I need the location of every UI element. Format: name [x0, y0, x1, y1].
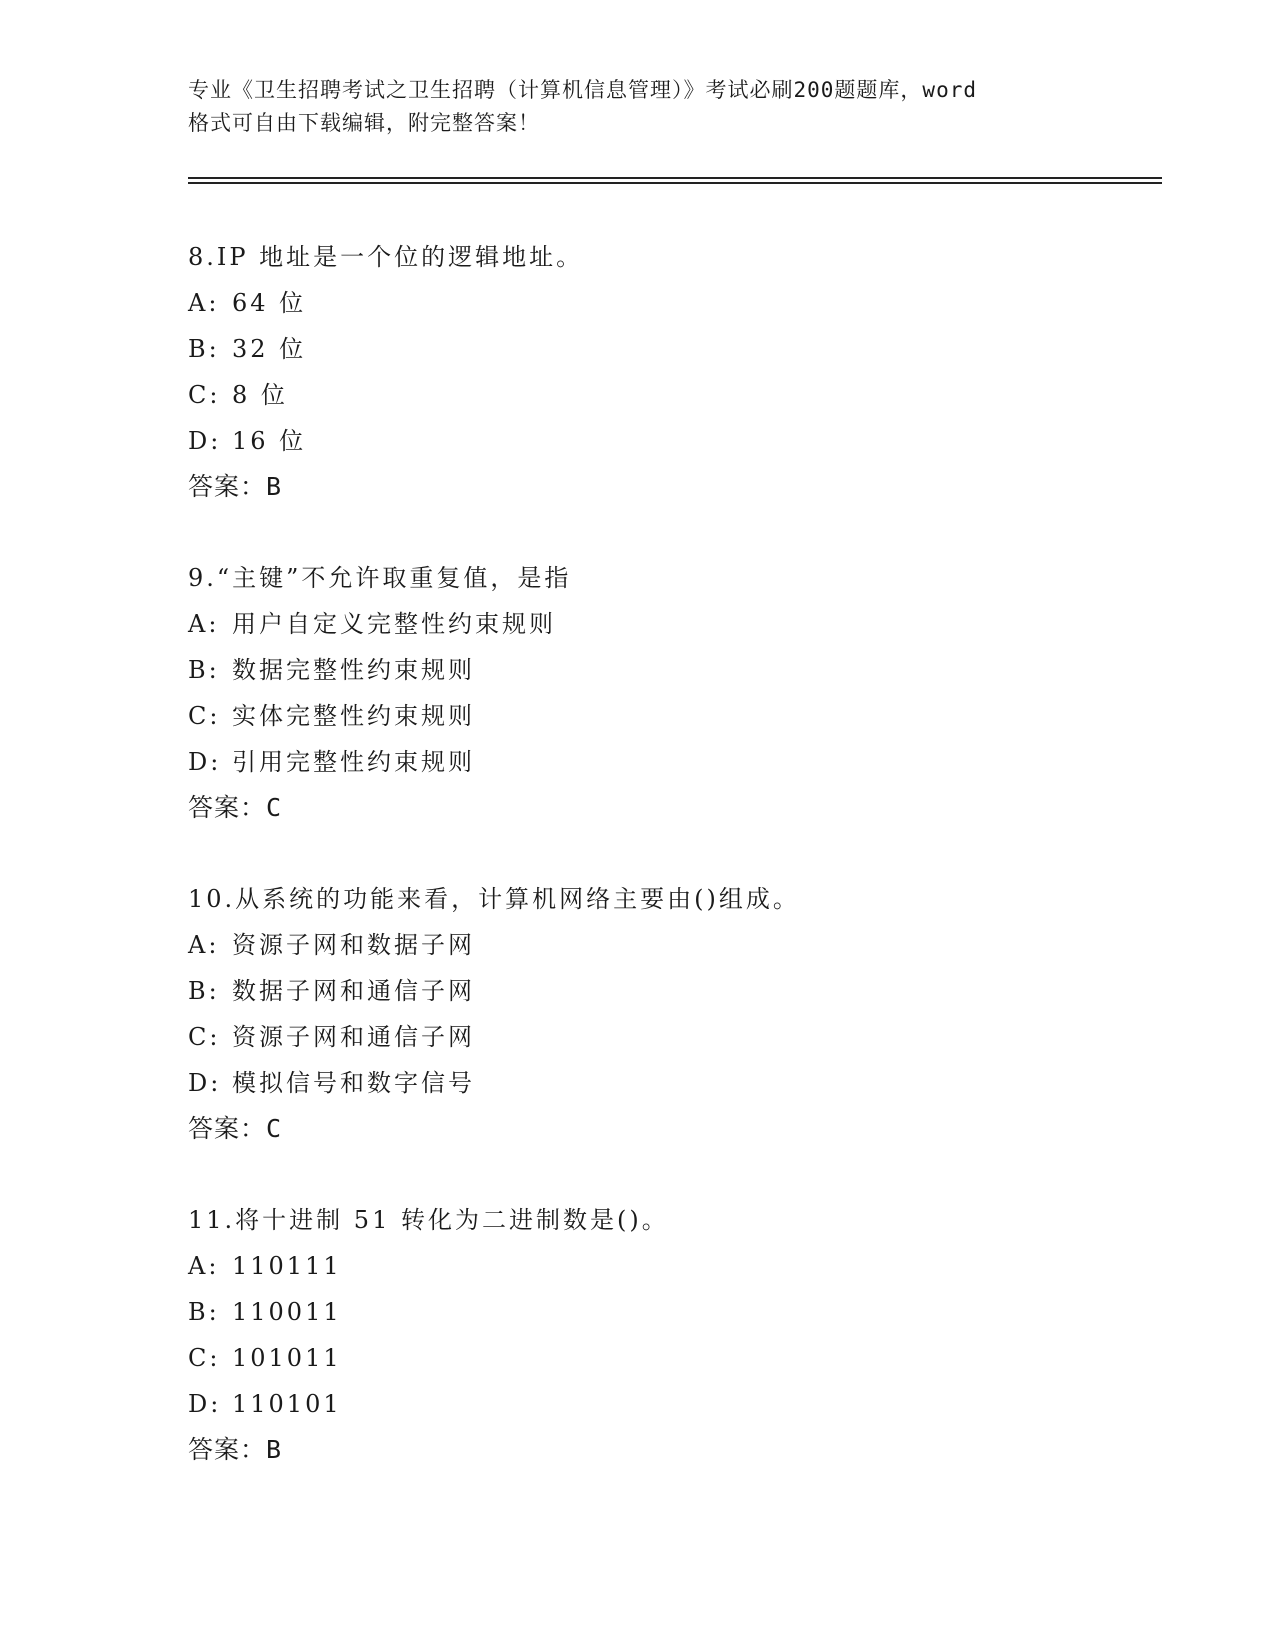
header-divider-top [188, 177, 1162, 179]
option-c [188, 372, 1088, 418]
option-letter: B: [188, 1298, 220, 1326]
question-stem: 11.将十进制 51 转化为二进制数是()。 [188, 1206, 669, 1234]
question-stem: 9.“主键”不允许取重复值，是指 [188, 564, 572, 592]
option-letter: D: [188, 1390, 222, 1418]
option-text: 资源子网和数据子网 [232, 931, 475, 959]
option-letter: A: [188, 289, 220, 317]
option-letter: A: [188, 610, 220, 638]
option-letter: D: [188, 748, 222, 776]
option-text: 32 位 [232, 335, 307, 363]
question-8 [188, 234, 1088, 510]
question-stem: 10.从系统的功能来看，计算机网络主要由()组成。 [188, 885, 800, 913]
option-text: 数据子网和通信子网 [232, 977, 475, 1005]
option-letter: D: [188, 1069, 222, 1097]
option-c [188, 1014, 1088, 1060]
option-a [188, 922, 1088, 968]
answer-line: 答案：C [188, 793, 283, 822]
option-letter: B: [188, 656, 220, 684]
question-10 [188, 876, 1088, 1152]
option-a [188, 280, 1088, 326]
question-9 [188, 555, 1088, 831]
option-text: 64 位 [232, 289, 307, 317]
option-text: 8 位 [232, 381, 288, 409]
option-text: 110101 [232, 1390, 342, 1418]
option-text: 引用完整性约束规则 [232, 748, 475, 776]
option-text: 110111 [232, 1252, 342, 1280]
option-text: 数据完整性约束规则 [232, 656, 475, 684]
header-line-2: 格式可自由下载编辑，附完整答案！ [188, 111, 540, 135]
option-letter: A: [188, 1252, 220, 1280]
option-letter: B: [188, 335, 220, 363]
option-d [188, 1060, 1088, 1106]
option-text: 16 位 [232, 427, 307, 455]
option-c [188, 1335, 1088, 1381]
option-letter: B: [188, 977, 220, 1005]
header-line-1: 专业《卫生招聘考试之卫生招聘（计算机信息管理）》考试必刷200题题库，word [188, 78, 977, 102]
option-letter: A: [188, 931, 220, 959]
document-header [188, 74, 1088, 140]
option-letter: C: [188, 702, 221, 730]
answer-line: 答案：C [188, 1114, 283, 1143]
option-letter: D: [188, 427, 222, 455]
option-a [188, 601, 1088, 647]
answer-line: 答案：B [188, 1435, 283, 1464]
answer-line: 答案：B [188, 472, 283, 501]
option-text: 101011 [232, 1344, 342, 1372]
option-letter: C: [188, 1344, 221, 1372]
option-d [188, 418, 1088, 464]
question-11 [188, 1197, 1088, 1473]
option-b [188, 968, 1088, 1014]
option-letter: C: [188, 1023, 221, 1051]
option-text: 资源子网和通信子网 [232, 1023, 475, 1051]
question-stem: 8.IP 地址是一个位的逻辑地址。 [188, 243, 584, 271]
option-text: 实体完整性约束规则 [232, 702, 475, 730]
option-letter: C: [188, 381, 221, 409]
option-b [188, 1289, 1088, 1335]
option-b [188, 326, 1088, 372]
option-b [188, 647, 1088, 693]
option-text: 110011 [232, 1298, 342, 1326]
option-text: 用户自定义完整性约束规则 [232, 610, 556, 638]
option-d [188, 739, 1088, 785]
header-divider-bottom [188, 182, 1162, 184]
option-c [188, 693, 1088, 739]
option-d [188, 1381, 1088, 1427]
option-a [188, 1243, 1088, 1289]
option-text: 模拟信号和数字信号 [232, 1069, 475, 1097]
